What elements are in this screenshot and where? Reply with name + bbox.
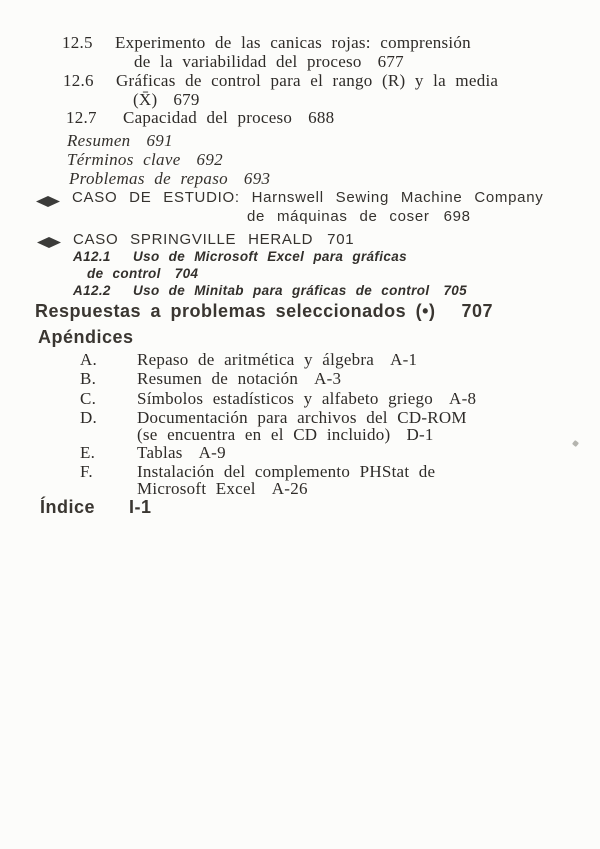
toc-entry-12-5-line1 xyxy=(62,34,471,52)
appendices-heading xyxy=(38,328,134,347)
toc-entry-a12-1-line2 xyxy=(87,267,198,282)
heading-label: Índice xyxy=(40,497,96,517)
section-title-wrap: de la variabilidad del proceso xyxy=(134,52,362,71)
page-number: 693 xyxy=(243,169,271,188)
appendix-entry-a xyxy=(80,351,417,369)
appendix-entry-d-line2 xyxy=(137,426,434,444)
case-study-title: CASO SPRINGVILLE HERALD xyxy=(73,231,314,248)
section-title: Uso de Microsoft Excel para gráficas xyxy=(133,249,407,264)
toc-entry-12-5-line2 xyxy=(134,53,404,71)
toc-entry-12-6-line1 xyxy=(63,72,498,90)
appendix-entry-b xyxy=(80,370,341,388)
page-number: A-8 xyxy=(449,389,477,408)
toc-entry-caso-estudio-line1 xyxy=(72,190,543,206)
page-number: 688 xyxy=(308,108,335,127)
section-title: Gráficas de control para el rango (R) y la media xyxy=(116,71,499,90)
toc-entry-resumen xyxy=(67,132,173,150)
page-number: A-9 xyxy=(198,443,226,462)
scan-speck xyxy=(572,440,579,447)
page-number: 701 xyxy=(327,231,355,248)
appendix-letter: F. xyxy=(80,462,93,481)
appendix-entry-f-line2 xyxy=(137,480,308,498)
page-number: 705 xyxy=(443,283,468,298)
appendix-letter: C. xyxy=(80,389,97,408)
section-number: 12.6 xyxy=(63,71,94,90)
page-number: 677 xyxy=(377,52,404,71)
appendix-title: Resumen de notación xyxy=(137,369,299,388)
page-number: 698 xyxy=(443,208,471,225)
toc-entry-caso-springville xyxy=(73,232,354,248)
toc-entry-a12-2 xyxy=(73,284,467,299)
section-number: 12.7 xyxy=(66,108,97,127)
toc-entry-problemas-repaso xyxy=(69,170,270,188)
diamond-bullet-icon xyxy=(36,196,60,207)
heading-label: Respuestas a problemas seleccionados (•) xyxy=(35,301,436,321)
appendix-title: Instalación del complemento PHStat de xyxy=(137,462,436,481)
appendix-title: Documentación para archivos del CD-ROM xyxy=(137,408,467,427)
appendix-letter: B. xyxy=(80,369,97,388)
appendix-letter: E. xyxy=(80,443,96,462)
page-number: A-26 xyxy=(271,479,308,498)
page-number: A-1 xyxy=(390,350,418,369)
appendix-entry-c xyxy=(80,390,476,408)
section-title: Uso de Minitab para gráficas de control xyxy=(133,283,430,298)
case-study-title: CASO DE ESTUDIO: Harnswell Sewing Machine Company xyxy=(72,189,544,206)
appendix-title: Símbolos estadísticos y alfabeto griego xyxy=(137,389,434,408)
appendix-letter: A. xyxy=(80,350,98,369)
answers-heading xyxy=(35,302,493,321)
appendix-title-wrap: Microsoft Excel xyxy=(137,479,256,498)
page-number: 691 xyxy=(146,131,173,150)
appendix-title-wrap: (se encuentra en el CD incluido) xyxy=(137,425,391,444)
entry-label: Términos clave xyxy=(67,150,181,169)
appendix-entry-f-line1 xyxy=(80,463,435,481)
section-number: A12.2 xyxy=(73,283,111,298)
page-number: 679 xyxy=(173,90,200,109)
entry-label: Problemas de repaso xyxy=(69,169,228,188)
xbar-symbol: (X̄) xyxy=(133,90,158,109)
section-number: A12.1 xyxy=(73,249,111,264)
toc-entry-12-6-line2 xyxy=(133,91,200,109)
section-title: Experimento de las canicas rojas: comprensión xyxy=(115,33,471,52)
appendix-entry-e xyxy=(80,444,226,462)
case-study-title-wrap: de máquinas de coser xyxy=(247,208,430,225)
page-number: A-3 xyxy=(314,369,342,388)
toc-entry-caso-estudio-line2 xyxy=(247,209,471,225)
section-title: Capacidad del proceso xyxy=(123,108,293,127)
index-heading xyxy=(40,498,152,517)
page-number: D-1 xyxy=(406,425,434,444)
section-number: 12.5 xyxy=(62,33,93,52)
toc-entry-12-7 xyxy=(66,109,334,127)
appendix-title: Tablas xyxy=(137,443,183,462)
page-number: 692 xyxy=(196,150,223,169)
toc-entry-a12-1-line1 xyxy=(73,250,407,265)
heading-label: Apéndices xyxy=(38,327,134,347)
appendix-title: Repaso de aritmética y álgebra xyxy=(137,350,375,369)
page-number: I-1 xyxy=(129,497,152,517)
diamond-bullet-icon xyxy=(37,237,61,248)
toc-entry-terminos-clave xyxy=(67,151,223,169)
page-number: 707 xyxy=(461,301,493,321)
entry-label: Resumen xyxy=(67,131,131,150)
appendix-letter: D. xyxy=(80,408,98,427)
section-title-wrap: de control xyxy=(87,266,161,281)
page-number: 704 xyxy=(174,266,199,281)
